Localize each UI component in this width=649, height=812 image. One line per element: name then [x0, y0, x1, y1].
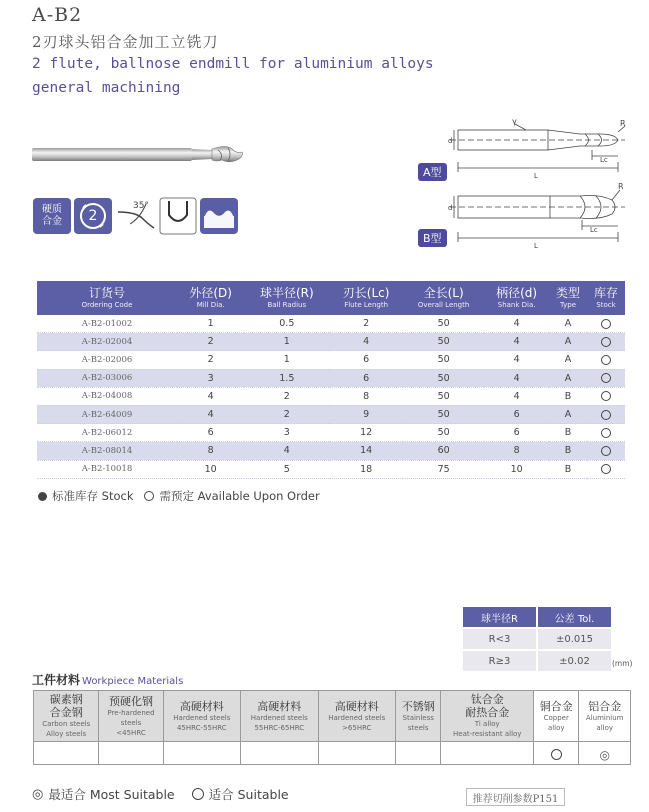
table-cell: 4 — [329, 333, 403, 351]
table-cell: 4 — [484, 333, 549, 351]
stock-cell — [587, 333, 625, 351]
order-circle-icon — [601, 410, 611, 420]
table-cell: 2 — [244, 405, 329, 423]
table-cell: 50 — [403, 369, 484, 387]
material-name-en: Hardened steels >65HRC — [328, 713, 386, 732]
aluminium-wave-icon — [200, 198, 238, 234]
table-cell: 9 — [329, 405, 403, 423]
table-row — [37, 387, 625, 405]
table-cell: 50 — [403, 315, 484, 333]
stock-cell — [587, 405, 625, 423]
material-column-header — [441, 691, 534, 742]
product-title-cn: 2刃球头铝合金加工立铣刀 — [32, 33, 219, 51]
col-shank-dia: 柄径(d) Shank Dia. — [484, 281, 549, 315]
type-b-drawing — [430, 180, 642, 250]
table-cell: 50 — [403, 405, 484, 423]
stock-cell — [587, 442, 625, 460]
material-name-cn: 高硬材料 — [334, 699, 379, 713]
material-name-en: Ti alloy Heat-resistant alloy — [453, 720, 522, 738]
table-cell: A-B2-08014 — [37, 442, 177, 460]
material-column-header — [579, 691, 631, 742]
d-label-b: d — [448, 204, 453, 212]
table-cell: 10 — [484, 460, 549, 478]
col-stock: 库存 Stock — [587, 281, 625, 315]
material-name-en: Copper alloy — [543, 713, 569, 732]
table-row — [37, 369, 625, 387]
table-cell: A-B2-03006 — [37, 369, 177, 387]
material-column-header — [99, 691, 163, 742]
table-cell: 8 — [177, 442, 244, 460]
table-cell: A — [549, 333, 587, 351]
table-cell: A — [549, 315, 587, 333]
material-name-cn: 高硬材料 — [179, 699, 224, 713]
material-name-en: Hardened steels 55HRC-65HRC — [250, 713, 308, 732]
material-column-header — [241, 691, 318, 742]
table-cell: 8 — [329, 387, 403, 405]
helix-angle-label: 35° — [133, 201, 149, 211]
order-circle-icon — [601, 428, 611, 438]
recommend-params-link[interactable]: 推荐切削参数P151 — [466, 788, 565, 806]
table-cell: 14 — [329, 442, 403, 460]
material-suitability-cell — [241, 742, 318, 765]
material-suitability-cell — [579, 742, 631, 765]
flute-count: 2 — [88, 208, 98, 224]
standard-stock-dot-icon — [38, 492, 47, 501]
table-cell: A — [549, 369, 587, 387]
table-row — [37, 424, 625, 442]
stock-cell — [587, 351, 625, 369]
stock-cell — [587, 369, 625, 387]
table-cell: 1.5 — [244, 369, 329, 387]
table-cell: B — [549, 424, 587, 442]
stock-cell — [587, 460, 625, 478]
order-circle-icon — [601, 337, 611, 347]
material-name-cn: 碳素钢 合金钢 — [49, 693, 83, 719]
hardmetal-icon — [33, 198, 71, 234]
table-cell: 8 — [484, 442, 549, 460]
material-suitability-cell — [441, 742, 534, 765]
table-cell: 4 — [484, 387, 549, 405]
lc-label-a: Lc — [600, 156, 608, 164]
material-name-cn: 铝合金 — [588, 699, 622, 713]
tolerance-table — [463, 607, 611, 671]
product-code: A-B2 — [32, 4, 83, 26]
two-flute-icon — [74, 198, 112, 234]
material-name-cn: 钛合金 耐热合金 — [465, 693, 510, 719]
table-cell: B — [549, 387, 587, 405]
tol-row — [463, 628, 611, 650]
table-cell: 6 — [329, 351, 403, 369]
table-cell: 60 — [403, 442, 484, 460]
materials-table — [33, 690, 631, 765]
table-cell: 50 — [403, 387, 484, 405]
table-cell: 75 — [403, 460, 484, 478]
material-column-header — [34, 691, 99, 742]
product-title-en-line1: 2 flute, ballnose endmill for aluminium alloys — [32, 56, 434, 72]
material-suitability-cell — [99, 742, 163, 765]
material-suitability-cell — [163, 742, 240, 765]
material-column-header — [163, 691, 240, 742]
table-cell: 12 — [329, 424, 403, 442]
material-name-cn: 高硬材料 — [257, 699, 302, 713]
tolerance-unit: (mm) — [612, 659, 633, 668]
table-cell: A-B2-02006 — [37, 351, 177, 369]
hardmetal-label-1: 硬质 — [42, 204, 62, 215]
material-column-header — [396, 691, 441, 742]
material-suitability-cell — [34, 742, 99, 765]
table-cell: 18 — [329, 460, 403, 478]
table-cell: 3 — [177, 369, 244, 387]
tol-header-radius: 球半径R — [463, 607, 537, 628]
table-cell: 3 — [244, 424, 329, 442]
tol-value: ±0.015 — [537, 628, 611, 650]
tol-header-tol: 公差 Tol. — [537, 607, 611, 628]
most-suitable-icon: ◎ — [32, 786, 44, 802]
table-row — [37, 405, 625, 423]
table-cell: B — [549, 460, 587, 478]
material-name-en: Aluminium alloy — [585, 713, 624, 732]
materials-title-cn: 工件材料 — [32, 673, 81, 687]
table-cell: 10 — [177, 460, 244, 478]
table-cell: 2 — [244, 387, 329, 405]
suitable-circle-icon — [192, 788, 204, 800]
table-cell: 6 — [177, 424, 244, 442]
table-cell: 5 — [244, 460, 329, 478]
table-cell: A-B2-04008 — [37, 387, 177, 405]
material-name-cn: 不锈钢 — [401, 699, 435, 713]
table-cell: 4 — [484, 369, 549, 387]
col-ball-radius: 球半径(R) Ball Radius — [244, 281, 329, 315]
col-type: 类型 Type — [549, 281, 587, 315]
materials-title — [32, 671, 183, 688]
table-cell: 2 — [329, 315, 403, 333]
standard-stock-label: 标准库存 Stock — [52, 489, 134, 503]
order-label: 需预定 Available Upon Order — [159, 489, 320, 503]
table-cell: 2 — [177, 333, 244, 351]
table-cell: 6 — [329, 369, 403, 387]
table-cell: 4 — [244, 442, 329, 460]
table-cell: A — [549, 351, 587, 369]
table-cell: 50 — [403, 333, 484, 351]
order-circle-icon — [601, 464, 611, 474]
table-cell: 6 — [484, 424, 549, 442]
table-row — [37, 460, 625, 478]
order-circle-icon — [601, 319, 611, 329]
table-cell: 1 — [177, 315, 244, 333]
table-row — [37, 315, 625, 333]
ballnose-outline-icon — [159, 197, 197, 235]
table-cell: 4 — [484, 351, 549, 369]
stock-legend — [38, 488, 320, 504]
suitability-legend — [32, 785, 289, 803]
tol-radius: R≥3 — [463, 650, 537, 671]
product-table — [37, 281, 625, 479]
tol-row — [463, 650, 611, 671]
order-circle-icon — [601, 373, 611, 383]
most-suitable-icon: ◎ — [599, 747, 610, 762]
stock-cell — [587, 315, 625, 333]
table-row — [37, 351, 625, 369]
table-cell: 4 — [484, 315, 549, 333]
material-name-en: Hardened steels 45HRC-55HRC — [173, 713, 231, 732]
order-circle-icon — [601, 391, 611, 401]
table-cell: 6 — [484, 405, 549, 423]
d-label-a: d — [448, 137, 453, 145]
tol-value: ±0.02 — [537, 650, 611, 671]
table-row — [37, 333, 625, 351]
table-cell: A-B2-06012 — [37, 424, 177, 442]
order-circle-icon — [144, 491, 154, 501]
suitable-circle-icon — [551, 749, 562, 760]
table-cell: A-B2-10018 — [37, 460, 177, 478]
table-cell: A-B2-01002 — [37, 315, 177, 333]
table-cell: A-B2-64009 — [37, 405, 177, 423]
table-cell: A-B2-02004 — [37, 333, 177, 351]
table-cell: A — [549, 405, 587, 423]
col-flute-length: 刃长(Lc) Flute Length — [329, 281, 403, 315]
l-label-a: L — [534, 172, 538, 180]
material-column-header — [534, 691, 579, 742]
table-cell: 4 — [177, 387, 244, 405]
hardmetal-label-2: 合金 — [42, 216, 62, 227]
type-a-tag: A型 — [418, 163, 447, 181]
type-b-tag: B型 — [418, 229, 447, 247]
material-name-en: Carbon steels Alloy steels — [42, 720, 91, 738]
table-cell: 0.5 — [244, 315, 329, 333]
r-label-a: R — [620, 119, 626, 128]
col-ordering-code: 订货号 Ordering Code — [37, 281, 177, 315]
col-overall-length: 全长(L) Overall Length — [403, 281, 484, 315]
stock-cell — [587, 387, 625, 405]
order-circle-icon — [601, 355, 611, 365]
material-suitability-cell — [534, 742, 579, 765]
table-row — [37, 442, 625, 460]
material-name-cn: 预硬化钢 — [109, 694, 153, 708]
most-suitable-label: 最适合 Most Suitable — [48, 787, 175, 802]
table-cell: 2 — [177, 351, 244, 369]
endmill-photo — [32, 140, 244, 170]
materials-title-en: Workpiece Materials — [82, 676, 184, 687]
table-cell: 1 — [244, 351, 329, 369]
r-label-b: R — [618, 182, 624, 191]
col-mill-dia: 外径(D) Mill Dia. — [177, 281, 244, 315]
l-label-b: L — [534, 242, 538, 250]
table-cell: B — [549, 442, 587, 460]
material-column-header — [318, 691, 395, 742]
order-circle-icon — [601, 446, 611, 456]
lc-label-b: Lc — [590, 226, 598, 234]
table-cell: 50 — [403, 424, 484, 442]
type-a-drawing — [430, 112, 642, 182]
tol-radius: R<3 — [463, 628, 537, 650]
stock-cell — [587, 424, 625, 442]
material-name-en: Pre-hardened steels <45HRC — [107, 708, 155, 737]
product-title-en-line2: general machining — [32, 80, 181, 96]
material-suitability-cell — [318, 742, 395, 765]
table-cell: 1 — [244, 333, 329, 351]
material-name-cn: 铜合金 — [539, 699, 573, 713]
table-cell: 4 — [177, 405, 244, 423]
table-cell: 50 — [403, 351, 484, 369]
gamma-label: γ — [512, 117, 517, 126]
suitable-label: 适合 Suitable — [208, 787, 289, 802]
material-suitability-cell — [396, 742, 441, 765]
wave-icon — [200, 198, 238, 234]
table-header-row — [37, 281, 625, 315]
material-name-en: Stainless steels — [402, 713, 434, 732]
